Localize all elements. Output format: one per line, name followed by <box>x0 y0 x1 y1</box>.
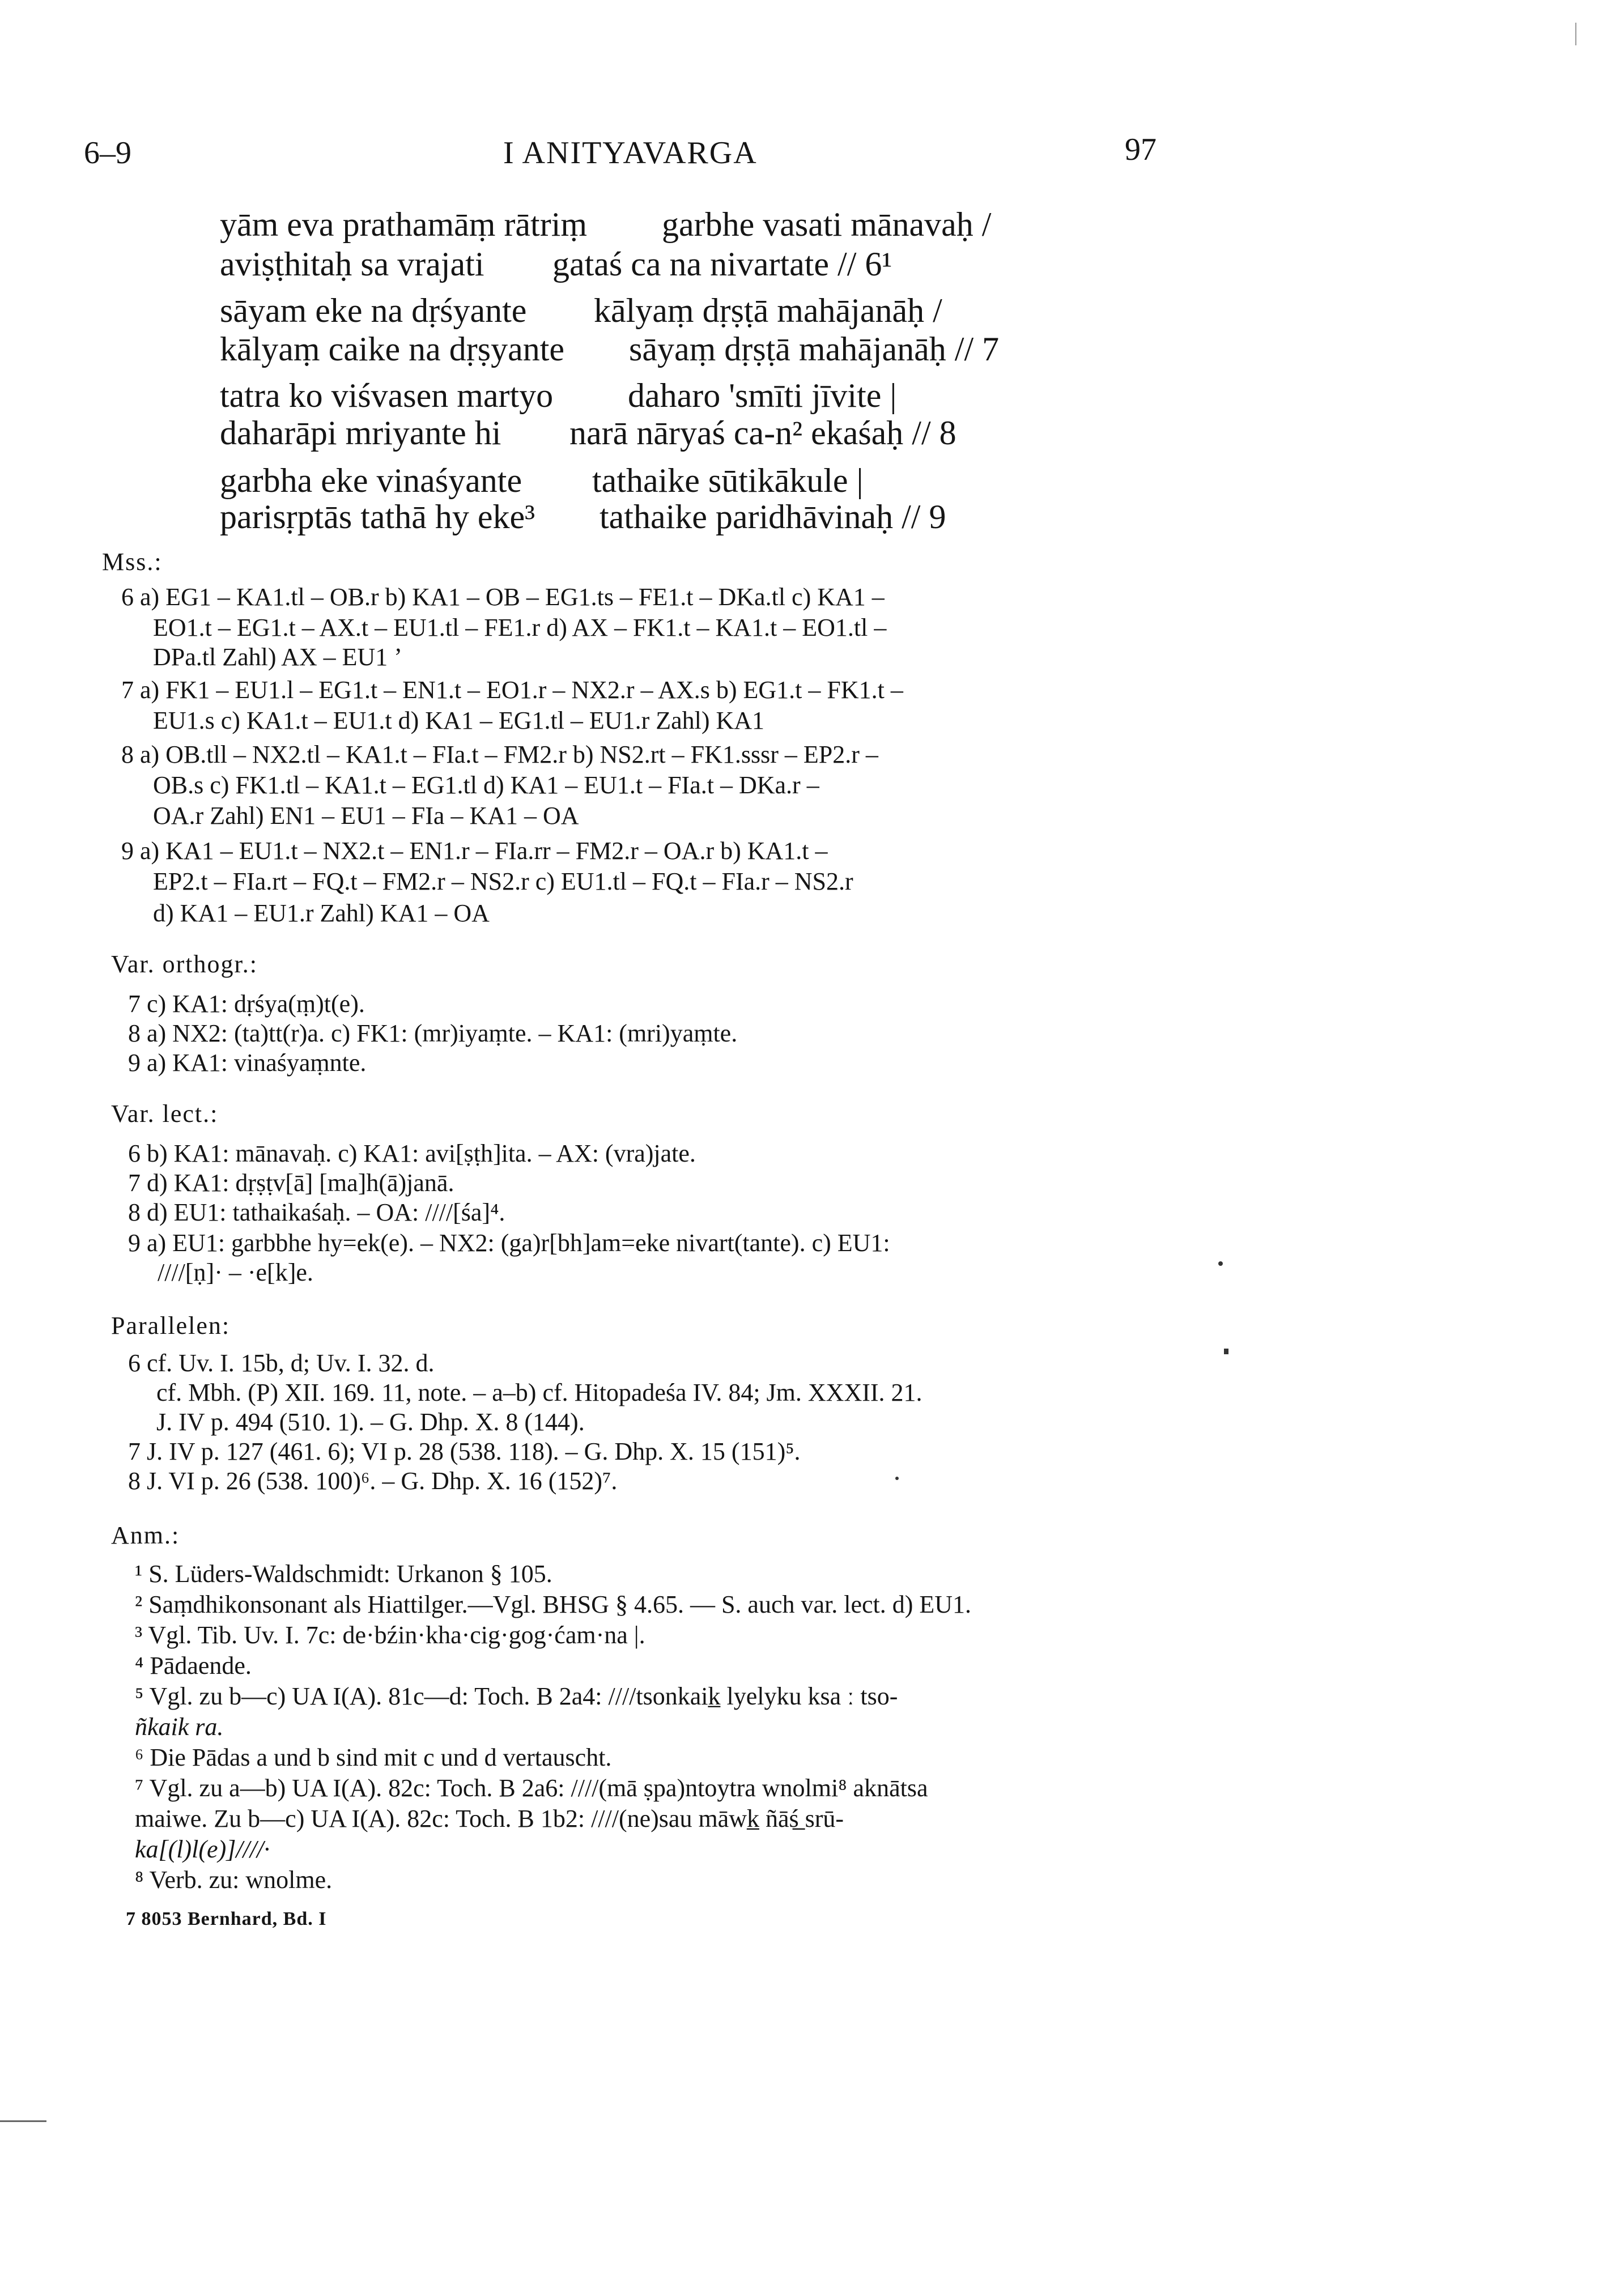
verse-pada-a: sāyam eke na dṛśyante <box>220 292 527 329</box>
verse-pada-b: tathaike sūtikākule | <box>592 462 864 499</box>
var-lect-line: 6 b) KA1: mānavaḥ. c) KA1: avi[ṣṭh]ita. – AX: (vra)jate. <box>128 1140 696 1167</box>
anm-heading: Anm.: <box>111 1521 180 1549</box>
footnote-continuation: ka[(l)l(e)]////· <box>135 1835 270 1863</box>
verse-pada-a: garbha eke vinaśyante <box>220 462 522 499</box>
printer-signature: 7 8053 Bernhard, Bd. I <box>126 1908 327 1929</box>
running-title: I ANITYAVARGA <box>503 135 758 171</box>
footnote: ⁸ Verb. zu: wnolme. <box>135 1866 333 1894</box>
verse-pada-a: parisṛptās tathā hy eke³ <box>220 498 535 535</box>
verse-pada-b: kālyaṃ dṛṣṭā mahājanāḥ / <box>594 292 942 329</box>
var-orthogr-line: 9 a) KA1: vinaśyaṃnte. <box>128 1049 367 1077</box>
scan-speck <box>1224 1349 1228 1354</box>
page-number: 97 <box>1125 132 1157 167</box>
verse-pada-a: kālyaṃ caike na dṛṣyante <box>220 330 565 368</box>
mss-line: EU1.s c) KA1.t – EU1.t d) KA1 – EG1.tl – EU1.r Zahl) KA1 <box>153 707 765 734</box>
parallel-line: J. IV p. 494 (510. 1). – G. Dhp. X. 8 (144). <box>156 1408 585 1436</box>
mss-line: 6 a) EG1 – KA1.tl – OB.r b) KA1 – OB – EG1.ts – FE1.t – DKa.tl c) KA1 – <box>121 583 885 611</box>
footnote: ⁵ Vgl. zu b—c) UA I(A). 81c—d: Toch. B 2a4: ////tsonkaik̲ lyelyku ksa ː tso- <box>135 1682 898 1710</box>
mss-line: 8 a) OB.tll – NX2.tl – KA1.t – FIa.t – FM2.r b) NS2.rt – FK1.sssr – EP2.r – <box>121 741 878 768</box>
parallel-line: 6 cf. Uv. I. 15b, d; Uv. I. 32. d. <box>128 1349 435 1377</box>
footnote-continuation: ñkaik ra. <box>135 1713 224 1741</box>
mss-line: EO1.t – EG1.t – AX.t – EU1.tl – FE1.r d) AX – FK1.t – KA1.t – EO1.tl – <box>153 614 887 641</box>
scan-edge-line <box>0 2120 46 2122</box>
verse-pada-b: garbhe vasati mānavaḥ / <box>662 206 992 243</box>
mss-line: DPa.tl Zahl) AX – EU1 ʼ <box>153 643 402 671</box>
var-orthogr-line: 7 c) KA1: dṛśya(ṃ)t(e). <box>128 990 365 1018</box>
verse-pada-b: tathaike paridhāvinaḥ // 9 <box>600 498 946 535</box>
var-orthogr-heading: Var. orthogr.: <box>111 950 258 978</box>
verse-pada-a: daharāpi mriyante hi <box>220 414 501 452</box>
footnote: ¹ S. Lüders-Waldschmidt: Urkanon § 105. <box>135 1560 552 1588</box>
verse-pada-a: tatra ko viśvasen martyo <box>220 377 554 414</box>
verse-pada-b: daharo 'smīti jīvite | <box>628 377 897 414</box>
var-lect-heading: Var. lect.: <box>111 1100 219 1128</box>
mss-line: 7 a) FK1 – EU1.l – EG1.t – EN1.t – EO1.r – NX2.r – AX.s b) EG1.t – FK1.t – <box>121 676 903 704</box>
page-section-range: 6–9 <box>84 135 131 171</box>
scan-speck <box>895 1477 899 1480</box>
mss-line: 9 a) KA1 – EU1.t – NX2.t – EN1.r – FIa.rr – FM2.r – OA.r b) KA1.t – <box>121 837 828 865</box>
verse-pada-b: gataś ca na nivartate // 6¹ <box>552 245 892 283</box>
parallelen-heading: Parallelen: <box>111 1312 231 1340</box>
mss-line: OA.r Zahl) EN1 – EU1 – FIa – KA1 – OA <box>153 802 579 830</box>
footnote: ² Saṃdhikonsonant als Hiattilger.—Vgl. BHSG § 4.65. — S. auch var. lect. d) EU1. <box>135 1591 972 1618</box>
footnote: ⁴ Pādaende. <box>135 1652 252 1680</box>
footnote: ⁶ Die Pādas a und b sind mit c und d vertauscht. <box>135 1744 612 1771</box>
parallel-line: 8 J. VI p. 26 (538. 100)⁶. – G. Dhp. X. 16 (152)⁷. <box>128 1467 618 1495</box>
mss-line: OB.s c) FK1.tl – KA1.t – EG1.tl d) KA1 – EU1.t – FIa.t – DKa.r – <box>153 771 819 799</box>
verse-pada-b: narā nāryaś ca-n² ekaśaḥ // 8 <box>569 414 956 452</box>
mss-heading: Mss.: <box>102 548 163 576</box>
mss-line: EP2.t – FIa.rt – FQ.t – FM2.r – NS2.r c) EU1.tl – FQ.t – FIa.r – NS2.r <box>153 868 853 895</box>
var-lect-line: ////[ṇ]· – ·e[k]e. <box>158 1258 313 1286</box>
var-orthogr-line: 8 a) NX2: (ta)tt(r)a. c) FK1: (mr)iyaṃte. – KA1: (mri)yaṃte. <box>128 1019 738 1047</box>
parallel-line: 7 J. IV p. 127 (461. 6); VI p. 28 (538. 118). – G. Dhp. X. 15 (151)⁵. <box>128 1438 801 1465</box>
footnote: ³ Vgl. Tib. Uv. I. 7c: de·bźin·kha·cig·gog·ćam·na |. <box>135 1621 645 1649</box>
scan-edge-mark <box>1575 23 1576 45</box>
scan-speck <box>1218 1261 1223 1266</box>
var-lect-line: 8 d) EU1: tathaikaśaḥ. – OA: ////[śa]⁴. <box>128 1198 505 1226</box>
parallel-line: cf. Mbh. (P) XII. 169. 11, note. – a–b) cf. Hitopadeśa IV. 84; Jm. XXXII. 21. <box>156 1379 922 1406</box>
footnote: ⁷ Vgl. zu a—b) UA I(A). 82c: Toch. B 2a6: ////(mā ṣpa)ntoytra wnolmi⁸ aknātsa <box>135 1774 928 1802</box>
var-lect-line: 7 d) KA1: dṛṣṭv[ā] [ma]h(ā)janā. <box>128 1169 454 1197</box>
mss-line: d) KA1 – EU1.r Zahl) KA1 – OA <box>153 899 490 927</box>
var-lect-line: 9 a) EU1: garbbhe hy=ek(e). – NX2: (ga)r[bh]am=eke nivart(tante). c) EU1: <box>128 1229 890 1257</box>
footnote-continuation: maiwe. Zu b—c) UA I(A). 82c: Toch. B 1b2: ////(ne)sau māwk̲ ñāś̲ srū- <box>135 1805 844 1832</box>
verse-pada-a: yām eva prathamāṃ rātriṃ <box>220 206 588 243</box>
verse-pada-b: sāyaṃ dṛṣṭā mahājanāḥ // 7 <box>629 330 1000 368</box>
verse-pada-a: aviṣṭhitaḥ sa vrajati <box>220 245 484 283</box>
